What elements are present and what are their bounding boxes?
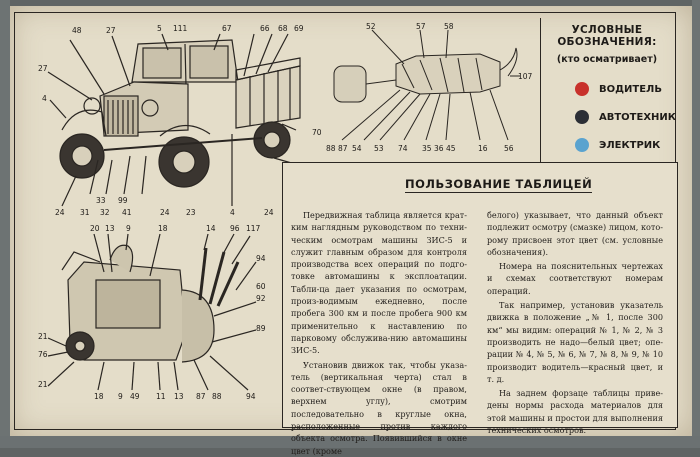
- callout-27b: 27: [38, 64, 48, 73]
- callout-49: 49: [130, 392, 140, 401]
- callout-94: 94: [256, 254, 266, 263]
- callout-76: 76: [38, 350, 48, 359]
- callout-21: 21: [38, 332, 48, 341]
- callout-13: 13: [105, 224, 115, 233]
- paragraph: Номера на пояснительных чертежах и схемах соответствуют номерам операций.: [487, 261, 663, 296]
- callout-53: 53: [374, 144, 384, 153]
- paragraph: На заднем форзаце таблицы приве-дены нормы расхода материалов для этой машины и простои для выполнения технических осмотров.: [487, 388, 663, 436]
- legend-subtitle: (кто осматривает): [556, 54, 658, 65]
- legend-item-electrician: [575, 138, 660, 152]
- callout-27: 27: [106, 26, 116, 35]
- legend-item-driver: [575, 82, 662, 96]
- callout-31: 31: [80, 208, 90, 217]
- callout-88: 88: [326, 144, 336, 153]
- callout-45: 45: [446, 144, 456, 153]
- callout-66: 66: [260, 24, 270, 33]
- callout-14: 14: [206, 224, 216, 233]
- callout-9b: 9: [118, 392, 123, 401]
- callout-24: 24: [160, 208, 170, 217]
- legend-label-electrician: ЭЛЕКТРИК: [599, 139, 661, 151]
- red-dot-icon: [575, 82, 589, 96]
- text-column-left: [291, 209, 467, 457]
- callout-74: 74: [398, 144, 408, 153]
- callout-32: 32: [100, 208, 110, 217]
- callout-58: 58: [444, 22, 454, 31]
- callout-111: 111: [173, 24, 188, 33]
- callout-48: 48: [72, 26, 82, 35]
- callout-52: 52: [366, 22, 376, 31]
- callout-24b: 24: [55, 208, 65, 217]
- callout-89: 89: [256, 324, 266, 333]
- callout-87b: 87: [196, 392, 206, 401]
- callout-68: 68: [278, 24, 288, 33]
- blue-dot-icon: [575, 138, 589, 152]
- callout-87: 87: [338, 144, 348, 153]
- callout-96: 96: [230, 224, 240, 233]
- callout-23b: 23: [186, 208, 196, 217]
- callout-33: 33: [96, 196, 106, 205]
- callout-21b: 21: [38, 380, 48, 389]
- callout-18: 18: [158, 224, 168, 233]
- callout-13b: 13: [174, 392, 184, 401]
- callout-18b: 18: [94, 392, 104, 401]
- callout-41: 41: [122, 208, 132, 217]
- instructions-panel: [282, 162, 678, 456]
- truck-drawing: [48, 34, 316, 206]
- callout-4: 4: [42, 94, 47, 103]
- paragraph: Так например, установив указатель движка в положение „№ 1, после 300 км“ мы видим: операций № 1, № 2, № 3 производить не надо—белый цвет; опе-рации № 4, № 5, № 6, № 7, № 8, № 9, № 10 производит водитель—красный цвет, и т. д.: [487, 300, 663, 384]
- text-column-right: [487, 209, 663, 436]
- callout-20: 20: [90, 224, 100, 233]
- callout-94b: 94: [246, 392, 256, 401]
- callout-99: 99: [118, 196, 128, 205]
- callout-67: 67: [222, 24, 232, 33]
- callout-70: 70: [312, 128, 322, 137]
- callout-24c: 24: [264, 208, 274, 217]
- black-dot-icon: [575, 110, 589, 124]
- paragraph: белого) указывает, что данный объект подлежит осмотру (смазке) лицом, кото-рому присвоен этот цвет (см. условные обозначения).: [487, 210, 663, 257]
- callout-92: 92: [256, 294, 266, 303]
- callout-56: 56: [504, 144, 514, 153]
- callout-107: 107: [518, 72, 533, 81]
- callout-36: 36: [434, 144, 444, 153]
- callout-9: 9: [126, 224, 131, 233]
- legend-box: [540, 18, 676, 185]
- engine-drawing: [48, 234, 256, 390]
- paragraph: Передвижная таблица является крат-ким наглядным руководством по техни-ческим осмотрам машины ЗИС-5 и служит главным образом для контроля производства всех операций по подго-товке автомашины к эксплоатации. Табли-ца дает указания по осмотрам, произ-водимым ежедневно, после пробега 300 км и после пробега 900 км применительно к наставлению по парковому обслужива-нию автомашины ЗИС-5.: [291, 210, 467, 356]
- callout-11: 11: [156, 392, 166, 401]
- legend-label-technician: АВТОТЕХНИК: [599, 111, 676, 123]
- legend-item-technician: [575, 110, 676, 124]
- paragraph: Установив движок так, чтобы указа-тель (вертикальная черта) стал в соответ-ствующем окне (в правом, верхнем углу), смотрим последовательно в круглые окна, расположенные против каждого объекта осмотра. Появившийся в окне цвет (кроме: [291, 359, 467, 456]
- legend-label-driver: ВОДИТЕЛЬ: [599, 83, 662, 95]
- callout-16: 16: [478, 144, 488, 153]
- callout-4b: 4: [230, 208, 235, 217]
- callout-60: 60: [256, 282, 266, 291]
- callout-117: 117: [246, 224, 261, 233]
- callout-88b: 88: [212, 392, 222, 401]
- panel-title: ПОЛЬЗОВАНИЕ ТАБЛИЦЕЙ: [405, 177, 593, 191]
- callout-5: 5: [157, 24, 162, 33]
- callout-35: 35: [422, 144, 432, 153]
- callout-54: 54: [352, 144, 362, 153]
- callout-69: 69: [294, 24, 304, 33]
- chassis-schematic: [334, 30, 520, 140]
- legend-title: УСЛОВНЫЕ ОБОЗНАЧЕНИЯ:: [557, 24, 657, 48]
- callout-57: 57: [416, 22, 426, 31]
